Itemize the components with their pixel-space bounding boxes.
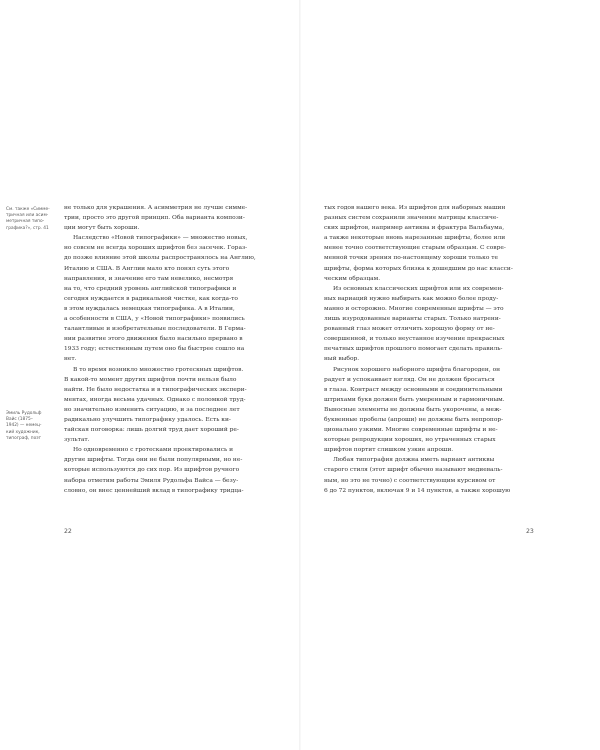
body-line: которые используются до сих пор. Из шрифтов ручного xyxy=(64,467,240,474)
body-line: 1933 году; естественным путем оно бы быстрее сошло на xyxy=(64,346,245,353)
body-line: 6 до 72 пунктов, включая 9 и 14 пунктов, а также хорошую xyxy=(324,487,511,494)
body-line: направления, и значение его там невелико, несмотря xyxy=(64,275,234,282)
margin-note-line: кий художник, xyxy=(6,429,40,435)
body-line: ментах, иногда весьма удачных. Однако с поломкой труд- xyxy=(64,396,246,403)
body-line: сегодня нуждается в радикальной чистке, как когда-то xyxy=(64,295,238,302)
body-line: буквенные пробелы (апроши) не должны быть непропор- xyxy=(324,416,504,423)
body-line: Рисунок хорошего наборного шрифта благороден, он xyxy=(333,366,501,373)
body-line: радует и успокаивает взгляд. Он не должен бросаться xyxy=(324,376,495,383)
body-line: радикально улучшить типографику удалось. Есть ки- xyxy=(64,416,231,423)
body-line: ских шрифтов, например антиква и фрактура Вальбаума, xyxy=(324,225,505,232)
body-line: нии развитие этого движения было насильно прервано в xyxy=(64,336,243,343)
body-line: старого стиля (этот шрифт обычно называют медиеваль- xyxy=(324,467,503,474)
body-line: ческим образцам. xyxy=(324,275,381,282)
body-line: нет. xyxy=(64,356,77,363)
margin-note-line: тричная или асим- xyxy=(6,213,49,219)
body-line: но совсем не всегда хороших шрифтов без засечек. Гораз- xyxy=(64,245,248,252)
body-line: Но одновременно с гротесками проектировались и xyxy=(73,447,234,454)
body-line: не только для украшения. А асимметрия не лучше симме- xyxy=(64,205,248,211)
body-line: Из основных классических шрифтов или их современ- xyxy=(333,285,504,292)
body-line: Италию и США. В Англии мало кто понял суть этого xyxy=(64,265,230,272)
margin-note-line: метричная типо- xyxy=(6,219,45,225)
body-line: но значительно изменить ситуацию, и за последнее лет xyxy=(64,406,240,413)
body-line: разных систем сохранили значение матрицы классиче- xyxy=(324,215,499,222)
page-number-left: 22 xyxy=(64,528,72,535)
body-line: менной точки зрения по-настоящему хороши только те xyxy=(324,255,499,262)
body-line: шрифтов портит слишком узкие апроши. xyxy=(324,447,454,454)
margin-note-line: Эмиль Рудольф xyxy=(6,411,42,416)
body-line: на то, что средний уровень английской типографики и xyxy=(64,285,237,292)
body-line: Выносные элементы не должны быть укорочены, а меж- xyxy=(324,406,502,413)
body-line: найти. Не было недостатка и в типографических экспери- xyxy=(64,386,247,393)
body-line: печатных шрифтов прошлого помогает сделать правиль- xyxy=(324,346,503,353)
body-line: В то время возникло множество гротескных шрифтов. xyxy=(73,366,244,373)
body-line: набора отметим работы Эмиля Рудольфа Вайса — безу- xyxy=(64,477,239,484)
margin-note-cross-reference xyxy=(6,207,62,232)
margin-note-line: типограф, поэт xyxy=(6,435,42,441)
margin-note-line: См. также «Симме- xyxy=(6,207,50,212)
body-line: менее точно соответствующие старым образцам. С совре- xyxy=(324,245,506,252)
body-line: а особенности в США, у «Новой типографики» появились xyxy=(64,316,245,323)
body-line: совершенной, и только неустанное изучение прекрасных xyxy=(324,336,505,343)
body-line: рованный глаз может отличить хорошую форму от не- xyxy=(324,326,495,333)
body-line: Любая типография должна иметь вариант антиквы xyxy=(333,457,495,464)
body-line: трии, просто это другой принцип. Оба варианта компози- xyxy=(64,215,245,222)
body-line: а также некоторые вновь нарезанные шрифты, более или xyxy=(324,235,506,242)
margin-note-line: Вайс (1875– xyxy=(6,417,33,423)
body-line: талантливые и изобретательные последователи. В Герма- xyxy=(64,326,246,333)
margin-note-line: 1942) — немец- xyxy=(6,423,42,429)
body-line: которые репродукции хороших, но утраченных старых xyxy=(324,437,496,444)
body-line: тайская поговорка: лишь долгий труд дает хороший ре- xyxy=(64,427,239,434)
body-line: другие шрифты. Тогда они не были популярными, но не- xyxy=(64,457,243,464)
left-page-body xyxy=(64,203,264,496)
page-number-right: 23 xyxy=(526,528,534,535)
body-line: манно и осторожно. Многие современные шрифты — это xyxy=(324,305,504,312)
body-line: в глаза. Контраст между основными и соединительными xyxy=(324,386,503,393)
body-line: зультат. xyxy=(64,437,90,444)
margin-note-biography xyxy=(6,411,62,442)
right-page-body xyxy=(324,203,524,496)
body-line: в этом нуждалась немецкая типографика. А в Италии, xyxy=(64,305,235,312)
body-line: словно, он внес ценнейший вклад в типографику тридца- xyxy=(64,487,244,494)
margin-note-line: графика?», стр. 41 xyxy=(6,225,49,231)
body-line: ции могут быть хороши. xyxy=(64,225,140,232)
body-line: лишь изуродованные варианты старых. Только натрени- xyxy=(324,316,501,323)
page-gutter xyxy=(299,0,301,750)
body-line: штрихами букв должен быть умеренным и гармоничным. xyxy=(324,396,505,403)
body-line: В какой-то момент других шрифтов почти нельзя было xyxy=(64,376,237,383)
body-line: ционально узкими. Многие современные шрифты и не- xyxy=(324,427,498,434)
body-line: шрифты, форма которых близка к дошедшим до нас класси- xyxy=(324,265,513,272)
body-line: ным, но это не точно) с соответствующим курсивом от xyxy=(324,477,496,484)
body-line: до позже влияние этой школы распространялось на Англию, xyxy=(64,255,256,262)
body-line: ных вариаций нужно выбирать как можно более проду- xyxy=(324,295,499,302)
body-line: тых годов нашего века. Из шрифтов для наборных машин xyxy=(324,205,506,211)
body-line: Наследство «Новой типографики» — множество новых, xyxy=(73,235,248,242)
body-line: ный выбор. xyxy=(324,356,360,363)
